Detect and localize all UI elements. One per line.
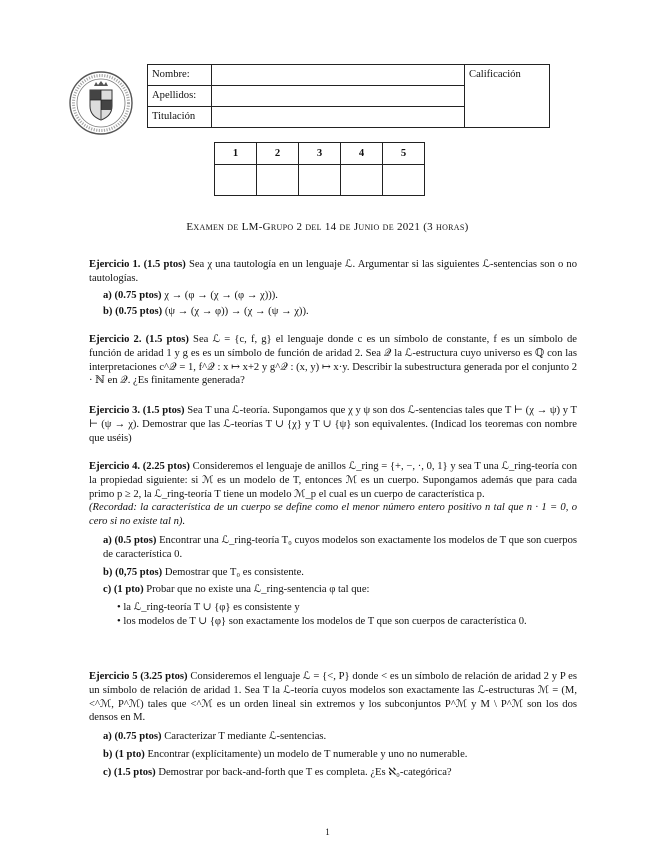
exercise-5-text: Consideremos el lenguaje ℒ = {<, P} donde < es un símbolo de relación de aridad 2 y P es un símbolo de relación de aridad 1. Sea T la ℒ-teoría cuyos modelos son exactamente las ℒ-estructuras ℳ = (M, <^ℳ, P^ℳ) tales que <^ℳ es un orden lineal sin extremos y los subconjuntos P^ℳ y M \ P^ℳ son los dos densos en M. [89,671,577,724]
exercise-4-heading: Ejercicio 4. (2.25 ptos) [89,461,190,472]
exercise-4-remark: (Recordad: la característica de un cuerpo se define como el menor número entero positivo n tal que n · 1 = 0, o cero si no existe tal n). [89,502,577,528]
grades-table [214,142,425,196]
degree-field [212,107,465,128]
degree-label: Titulación [148,107,212,128]
problem-number: 4 [341,143,383,165]
exercise-5c-text: Demostrar por back-and-forth que T es completa. ¿Es ℵ₀-categórica? [158,766,452,778]
exam-title: Examen de LM-Grupo 2 del 14 de Junio de 2021 (3 horas) [186,221,469,233]
exercise-1-text: Sea χ una tautología en un lenguaje ℒ. Argumentar si las siguientes ℒ-sentencias son o no tautologías. [89,259,577,284]
exercise-4b-heading: b) (0,75 ptos) [103,566,163,578]
exercise-3-text: Sea T una ℒ-teoría. Supongamos que χ y ψ son dos ℒ-sentencias tales que T ⊢ (χ → ψ) y T ⊢ (ψ → χ). Demostrar que las ℒ-teorías T ∪ {χ} y T ∪ {ψ} son equivalentes. (Indicad los teoremas con nombre que uséis) [89,405,578,444]
exercise-5c-heading: c) (1.5 ptos) [103,766,156,778]
problem-number: 2 [257,143,299,165]
exercise-1 [89,258,577,319]
exercise-4b-text: Demostrar que T₀ es consistente. [164,566,304,578]
exercise-2 [89,333,577,388]
surname-label: Apellidos: [148,86,212,107]
grade-box [465,65,550,128]
bullet-item: • la ℒ_ring-teoría T ∪ {φ} es consistente y [117,602,300,614]
exercise-4a-text: Encontrar una ℒ_ring-teoría T₀ cuyos modelos son exactamente los modelos de T que son cuerpos de característica 0. [103,534,577,560]
bullet-item: • los modelos de T ∪ {φ} son exactamente los modelos de T que son cuerpos de característica 0. [117,615,527,627]
exercise-5b-heading: b) (1 pto) [103,748,145,760]
exercise-5a-heading: a) (0.75 ptos) [103,731,162,743]
page-number: 1 [325,827,330,837]
score-cell [257,165,299,196]
score-cell [383,165,425,196]
score-cell [215,165,257,196]
exercise-4c-text: Probar que no existe una ℒ_ring-sentencia φ tal que: [146,584,370,596]
student-info-table [147,64,550,128]
university-seal-icon [68,70,134,136]
name-label: Nombre: [148,65,212,86]
exercise-2-text: Sea ℒ = {c, f, g} el lenguaje donde c es un símbolo de constante, f es un símbolo de función de aridad 1 y g es es un símbolo de función de aridad 2. Sea 𝒬 la ℒ-estructura cuyo universo es ℚ con las interpretaciones c^𝒬 = 1, f^𝒬 : x ↦ x+2 y g^𝒬 : (x, y) ↦ x·y. Describir la subestructura generada por el conjunto 2 · ℕ en 𝒬. ¿Es finitamente generada? [89,334,577,387]
exercise-3-heading: Ejercicio 3. (1.5 ptos) [89,405,185,416]
exercise-4-text: Consideremos el lenguaje de anillos ℒ_ring = {+, −, ·, 0, 1} y sea T una ℒ_ring-teoría con la propiedad siguiente: si ℳ es un modelo de T, entonces ℳ es un cuerpo. Supongamos además que para cada primo p ≥ 2, la ℒ_ring-teoría T tiene un modelo ℳ_p el cual es un cuerpo de característica p. [89,461,578,500]
problem-number: 1 [215,143,257,165]
score-cell [299,165,341,196]
problem-number: 5 [383,143,425,165]
exercise-4c-heading: c) (1 pto) [103,584,144,596]
exercise-1a-heading: a) (0.75 ptos) [103,289,162,301]
score-cell [341,165,383,196]
exercise-1-heading: Ejercicio 1. (1.5 ptos) [89,259,186,270]
exercise-1b-heading: b) (0.75 ptos) [103,306,163,318]
grade-label: Calificación [469,69,521,80]
exercise-5b-text: Encontrar (explícitamente) un modelo de T numerable y uno no numerable. [147,748,468,760]
surname-field [212,86,465,107]
exercise-5-heading: Ejercicio 5 (3.25 ptos) [89,671,188,682]
problem-number: 3 [299,143,341,165]
exercise-5 [89,670,577,780]
name-field [212,65,465,86]
exercise-4a-heading: a) (0.5 ptos) [103,534,157,546]
exercise-2-heading: Ejercicio 2. (1.5 ptos) [89,334,189,345]
exercise-1b-text: (ψ → (χ → φ)) → (χ → (ψ → χ)). [164,306,309,318]
exercise-4 [89,460,577,629]
exercise-3 [89,404,577,445]
exercise-5a-text: Caracterizar T mediante ℒ-sentencias. [164,731,327,743]
exercise-1a-text: χ → (φ → (χ → (φ → χ))). [164,289,278,301]
